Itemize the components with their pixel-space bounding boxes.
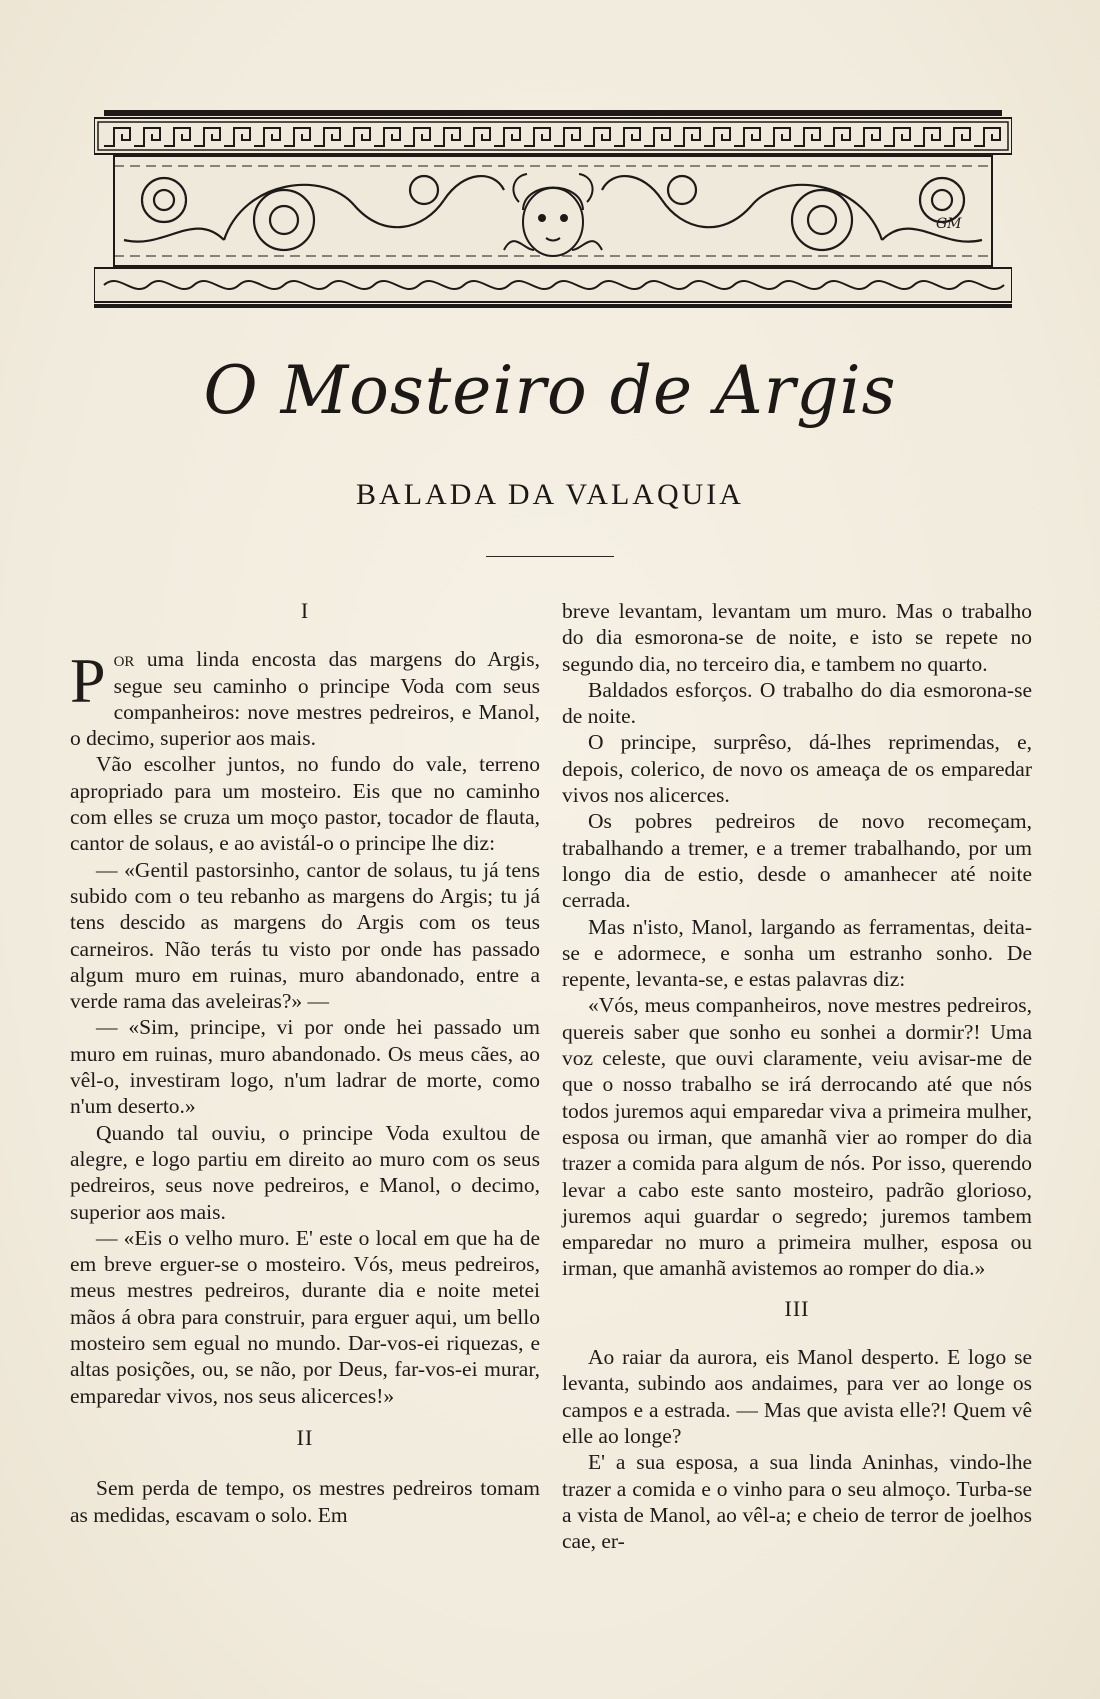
lead-word: or — [113, 647, 135, 672]
paragraph: Os pobres pedreiros de novo recomeçam, trabalhando a tremer, e a tremer trabalhando, por um longo dia de estio, desde o amanhecer até noite cerrada. — [562, 809, 1032, 913]
paragraph: «Vós, meus companheiros, nove mestres pedreiros, quereis saber que sonho eu sonhei a dormir?! Uma voz celeste, que ouvi claramente, veiu avisar-me de que o nosso trabalho se irá derrocando até que nós todos juremos aqui emparedar viva a primeira mulher, esposa ou irman, que amanhã vier ao romper do dia trazer a comida para algum de nós. Por isso, querendo levar a cabo este santo mosteiro, padrão glorioso, juremos aqui guardar o segredo; juremos tambem emparedar no muro a primeira mulher, esposa ou irman, que amanhã avistemos ao romper do dia.» — [562, 993, 1032, 1281]
left-column — [70, 598, 540, 1528]
paragraph: Quando tal ouviu, o principe Voda exultou de alegre, e logo partiu em direito ao muro com os seus pedreiros, seus nove pedreiros, e Manol, o decimo, superior aos mais. — [70, 1120, 540, 1224]
paragraph: Ao raiar da aurora, eis Manol desperto. E logo se levanta, subindo aos andaimes, para ver ao longe os campos e a estrada. — Mas que avista elle?! Quem vê elle ao longe? — [562, 1345, 1032, 1448]
paragraph: — «Gentil pastorsinho, cantor de solaus, tu já tens subido com o teu rebanho as margens do Argis; tu já tens descido as margens do Argis com os teus carneiros. Não terás tu visto por onde has passado algum muro em ruinas, muro abandonado, entre a verde rama das aveleiras?» — — [70, 857, 540, 1014]
paragraph: Vão escolher juntos, no fundo do vale, terreno apropriado para um mosteiro. Eis que no caminho com elles se cruza um moço pastor, tocador de flauta, cantor de solaus, e ao avistál-o o principe lhe diz: — [70, 752, 540, 856]
paragraph: breve levantam, levantam um muro. Mas o trabalho do dia esmorona-se de noite, e isto se repete no segundo dia, no terceiro dia, e tambem no quarto. — [562, 599, 1032, 676]
title-divider — [486, 556, 614, 557]
right-column — [562, 598, 1032, 1554]
paragraph: Sem perda de tempo, os mestres pedreiros tomam as medidas, escavam o solo. Em — [70, 1476, 540, 1527]
paragraph: — «Sim, principe, vi por onde hei passado um muro em ruinas, muro abandonado. Os meus cães, ao vêl-o, investiram logo, n'um ladrar de morte, como n'um deserto.» — [70, 1015, 540, 1119]
section-heading-3: III — [784, 1295, 810, 1321]
page-title: O Mosteiro de Argis — [203, 352, 897, 429]
paragraph — [70, 646, 540, 751]
section-heading-2: II — [296, 1424, 314, 1450]
ornament-signature: GM — [936, 216, 962, 232]
drop-cap: P — [70, 645, 106, 717]
paragraph-text: uma linda encosta das margens do Argis, segue seu caminho o principe Voda com seus companheiros: nove mestres pedreiros, e Manol, o decimo, superior aos mais. — [70, 647, 540, 751]
paragraph: — «Eis o velho muro. E' este o local em que ha de em breve erguer-se o mosteiro. Vós, meus pedreiros, meus mestres pedreiros, durante dia e noite metei mãos á obra para construir, para erguer aqui, um bello mosteiro sem egual no mundo. Dar-vos-ei riquezas, e altas posições, ou, se não, por Deus, far-vos-ei murar, emparedar vivos, nos seus alicerces!» — [70, 1225, 540, 1408]
paragraph: Mas n'isto, Manol, largando as ferramentas, deita-se e adormece, e sonha um estranho sonho. De repente, levanta-se, e estas palavras diz: — [562, 914, 1032, 992]
paragraph: O principe, surprêso, dá-lhes reprimendas, e, depois, colerico, de novo os ameaça de os emparedar vivos nos alicerces. — [562, 730, 1032, 808]
paragraph: E' a sua esposa, a sua linda Aninhas, vindo-lhe trazer a comida e o vinho para o seu almoço. Turba-se a vista de Manol, ao vêl-a; e cheio de terror de joelhos cae, er- — [562, 1450, 1032, 1554]
ornament-frieze — [94, 110, 1012, 310]
page-subtitle: BALADA DA VALAQUIA — [356, 478, 744, 511]
paragraph: Baldados esforços. O trabalho do dia esmorona-se de noite. — [562, 677, 1032, 729]
section-heading-1: I — [300, 598, 310, 623]
